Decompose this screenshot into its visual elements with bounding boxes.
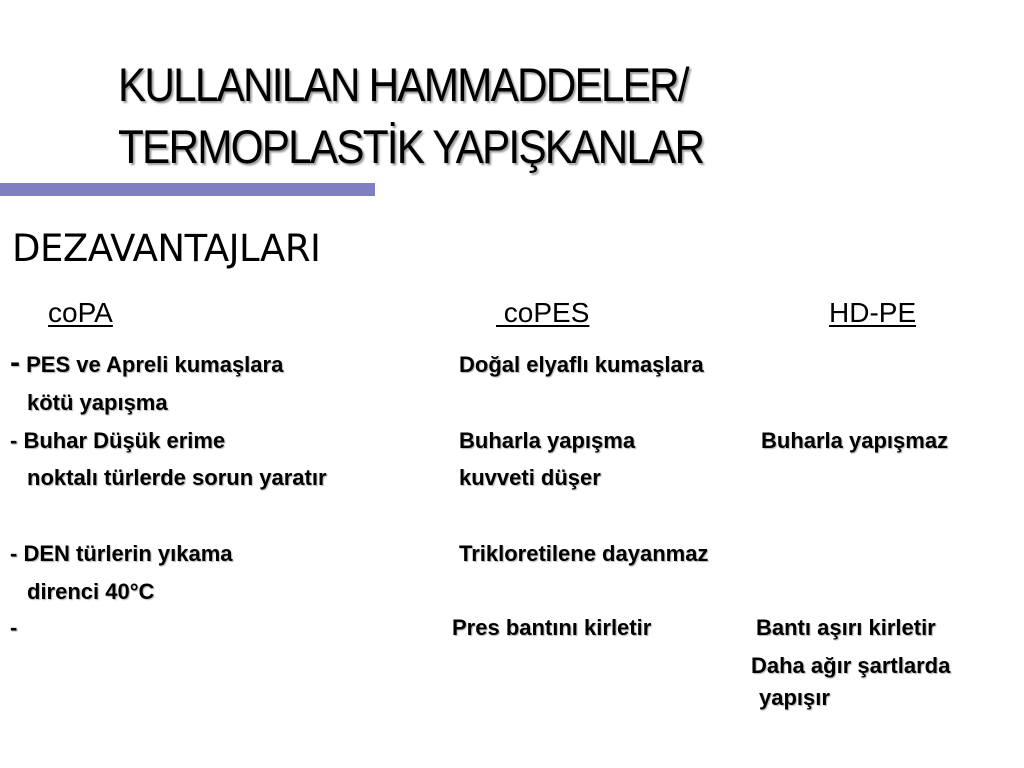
section-subtitle: DEZAVANTAJLARI: [12, 227, 321, 270]
copa-row-6: direnci 40°C: [27, 579, 155, 604]
slide-title-line-2: TERMOPLASTİK YAPIŞKANLAR: [118, 120, 704, 173]
copa-row-3: - Buhar Düşük erime: [10, 428, 226, 453]
copa-row-2: kötü yapışma: [27, 390, 168, 415]
copa-row-1-dash: -: [10, 346, 20, 379]
title-accent-bar: [0, 183, 375, 196]
copes-row-5: Pres bantını kirletir: [452, 615, 652, 640]
copes-row-4: Trikloretilene dayanmaz: [459, 541, 709, 566]
hdpe-row-2: Bantı aşırı kirletir: [756, 615, 936, 640]
copes-row-1: Doğal elyaflı kumaşlara: [459, 352, 704, 377]
slide-title: [118, 54, 703, 178]
hdpe-row-1: Buharla yapışmaz: [761, 428, 949, 453]
copes-row-2: Buharla yapışma: [459, 428, 636, 453]
column-header-copa: coPA: [48, 297, 113, 328]
hdpe-row-4: yapışır: [759, 685, 830, 710]
copes-row-3: kuvveti düşer: [459, 465, 601, 490]
copa-row-5: - DEN türlerin yıkama: [10, 541, 233, 566]
slide-title-line-1: KULLANILAN HAMMADDELER/: [118, 58, 688, 111]
column-header-copes: coPES: [496, 297, 590, 328]
copa-row-7: -: [10, 615, 18, 640]
copa-row-1-text: PES ve Apreli kumaşlara: [20, 352, 284, 377]
copa-row-1: [10, 346, 284, 379]
hdpe-row-3: Daha ağır şartlarda: [751, 653, 951, 678]
copa-row-4: noktalı türlerde sorun yaratır: [27, 465, 327, 490]
column-header-hdpe: HD-PE: [829, 297, 917, 328]
